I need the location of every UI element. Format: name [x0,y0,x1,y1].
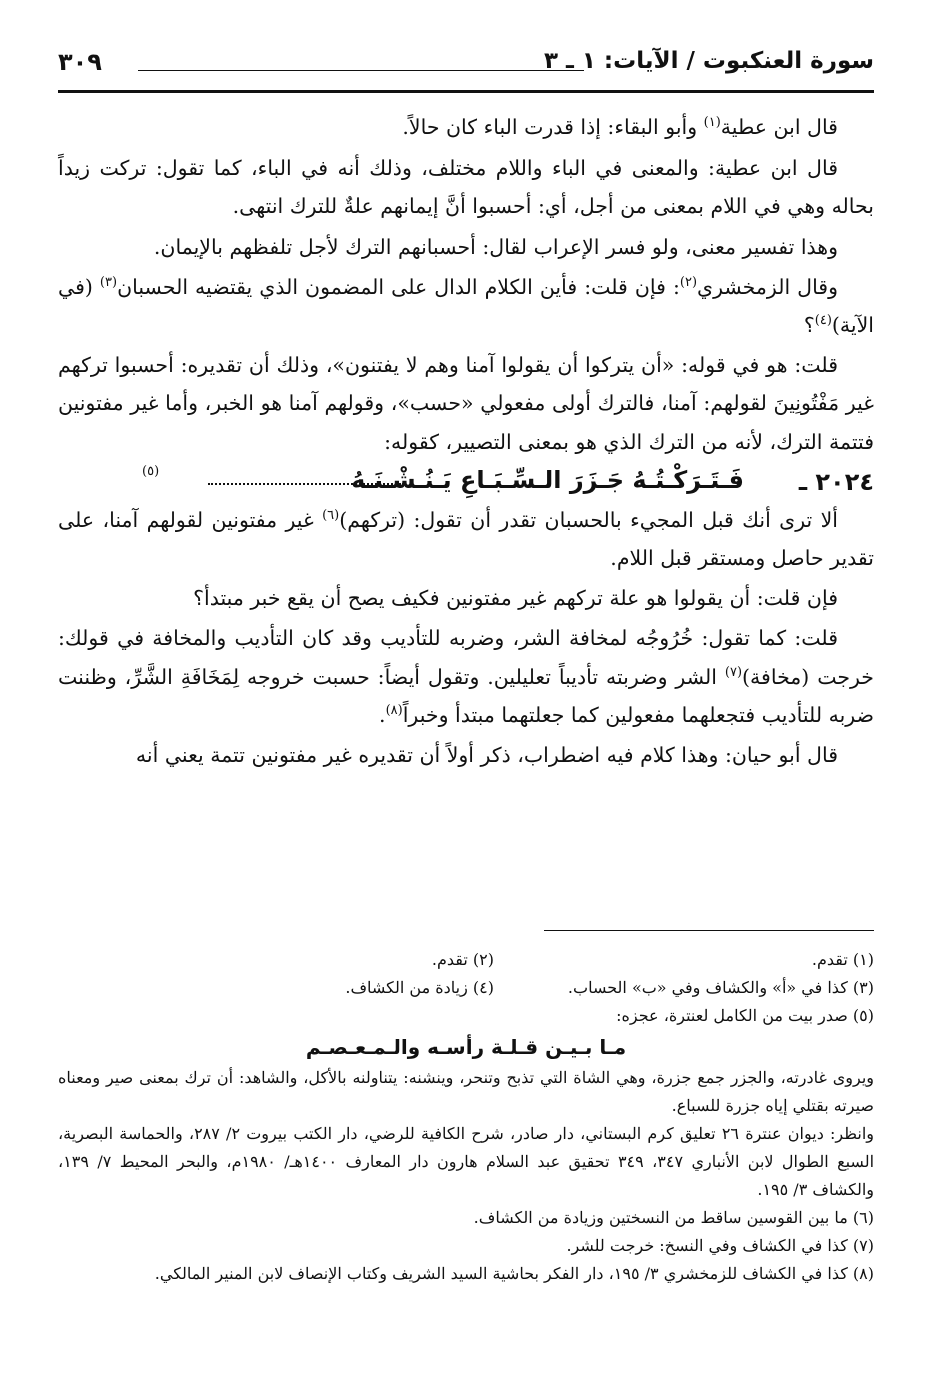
footnote-ref: (٦) [322,508,340,523]
footnote-ref: (١) [703,115,721,131]
paragraph-1 [58,108,874,146]
footnotes [58,946,874,1288]
footnote-separator [544,930,874,931]
footnote-3: (٣) كذا في «أ» والكشاف وفي «ب» الحساب. [567,978,874,997]
paragraph-7: فإن قلت: أن يقولوا هو علة تركهم غير مفتونين فكيف يصح أن يقع خبر مبتدأ؟ [193,586,838,611]
footnote-row [58,974,874,1002]
main-text [58,108,874,774]
paragraph-3: وهذا تفسير معنى، ولو فسر الإعراب لقال: أحسبانهم الترك لأجل تلفظهم بالإيمان. [153,234,838,259]
footnote-5-note: ويروى غادرته، والجزر جمع جزرة، وهي الشاة التي تذبح وتنحر، وينشنه: يتناولنه بالأكل، والشاهد: أن ترك بمعنى صير ومعناه صيرته بقتلي إياه جزرة للسباع. [58,1068,874,1115]
footnote-ref: (٨) [385,703,403,719]
header-underline [58,90,874,93]
header-rule [138,70,584,71]
page-header [58,40,874,92]
text: : فإن قلت: فأين الكلام الدال على المضمون الذي يقتضيه الحسبان [117,274,680,299]
paragraph-6 [58,501,874,577]
footnote-6: (٦) ما بين القوسين ساقط من النسختين وزيادة من الكشاف. [473,1208,874,1227]
verse-quote [58,461,874,501]
footnote-7: (٧) كذا في الكشاف وفي النسخ: خرجت للشر. [566,1236,874,1255]
footnote-5-sources: وانظر: ديوان عنترة ٢٦ تعليق كرم البستاني، دار صادر، شرح الكافية للرضي، دار الكتب بيروت ٢/ ٢٨٧، والحماسة البصرية، السبع الطوال لابن الأنباري ٣٤٧، ٣٤٩ تحقيق عبد السلام هارون دار المعارف ١٤٠٠هـ/ ١٩٨٠م، والبحر المحيط ٧/ ١٣٩، والكشاف ٣/ ١٩٥. [58,1124,875,1199]
verse-text: فَـتَـرَكْـتُـهُ جَـزَرَ الـسِّـبَـاعِ يَـنُـشْـنَـهُ [351,465,744,494]
paragraph-8 [58,619,874,734]
book-page [58,40,874,1343]
footnote-row [58,946,874,974]
text: ألا ترى أنك قبل المجيء بالحسبان تقدر أن تقول: (تركهم) [339,507,838,532]
footnote-5: (٥) صدر بيت من الكامل لعنترة، عجزه: [616,1006,874,1025]
paragraph-4 [58,268,874,344]
text: قلت: كما تقول: خُرُوجُه لمخافة الشر، وضربه للتأديب وقد كان التأديب والمخافة في قولك: خرجت (مخافة) [58,626,874,689]
paragraph-2: قال ابن عطية: والمعنى في الباء واللام مختلف، وذلك أنه في الباء، كما تقول: تركت زيداً بحاله وهي في اللام بمعنى من أجل، أي: أحسبوا أنَّ إيمانهم علةٌ للترك انتهى. [58,156,874,219]
footnote-ref: (٢) [679,274,698,290]
paragraph-9: قال أبو حيان: وهذا كلام فيه اضطراب، ذكر أولاً أن تقديره غير مفتونين تتمة يعني أنه [135,743,838,768]
text: الشر وضربته تأديباً تعليلين. وتقول أيضاً: حسبت خروجه لِمَخَافَةِ الشَّرِّ، وظننت ضربه للتأديب فتجعلهما مفعولين كما جعلتهما مبتدأ وخبراً [58,664,874,727]
text: . [379,702,386,727]
page-number: ٣٠٩ [58,48,102,76]
footnote-ref: (٣) [99,274,118,290]
text: وقال الزمخشري [697,274,839,299]
footnote-8: (٨) كذا في الكشاف للزمخشري ٣/ ١٩٥، دار الفكر بحاشية السيد الشريف وكتاب الإنصاف لابن المنير المالكي. [154,1264,874,1283]
verse-dots [208,483,404,485]
verse-number: ٢٠٢٤ ـ [798,467,874,496]
footnote-1: (١) تقدم. [811,950,874,969]
footnote-ref: (٧) [724,664,743,680]
text: ؟ [803,313,815,338]
footnote-ref: (٥) [142,463,160,479]
running-title: سورة العنكبوت / الآيات: ١ ـ ٣ [543,48,874,74]
paragraph-5: قلت: هو في قوله: «أن يتركوا أن يقولوا آمنا وهم لا يفتنون»، وذلك أن تقديره: أحسبوا تركهم غير مَفْتُونِينَ لقولهم: آمنا، فالترك أولى مفعولي «حسب»، وقولهم آمنا هو الخبر، وأما غير مفتونين فتتمة الترك، لأنه من الترك الذي هو بمعنى التصيير، كقوله: [58,353,874,454]
text: غير مفتونين لقولهم آمنا، على تقدير حاصل ومستقر قبل اللام. [58,507,874,571]
footnote-4: (٤) زيادة من الكشاف. [345,978,494,997]
text: وأبو البقاء: إذا قدرت الباء كان حالاً. [402,115,704,139]
text: قال ابن عطية [720,115,838,139]
footnote-5-verse: مـا بـيـن قـلـة رأسـه والـمـعـصـم [305,1035,627,1059]
text: (في الآية) [58,274,874,338]
footnote-ref: (٤) [814,313,832,329]
footnote-2: (٢) تقدم. [431,950,494,969]
